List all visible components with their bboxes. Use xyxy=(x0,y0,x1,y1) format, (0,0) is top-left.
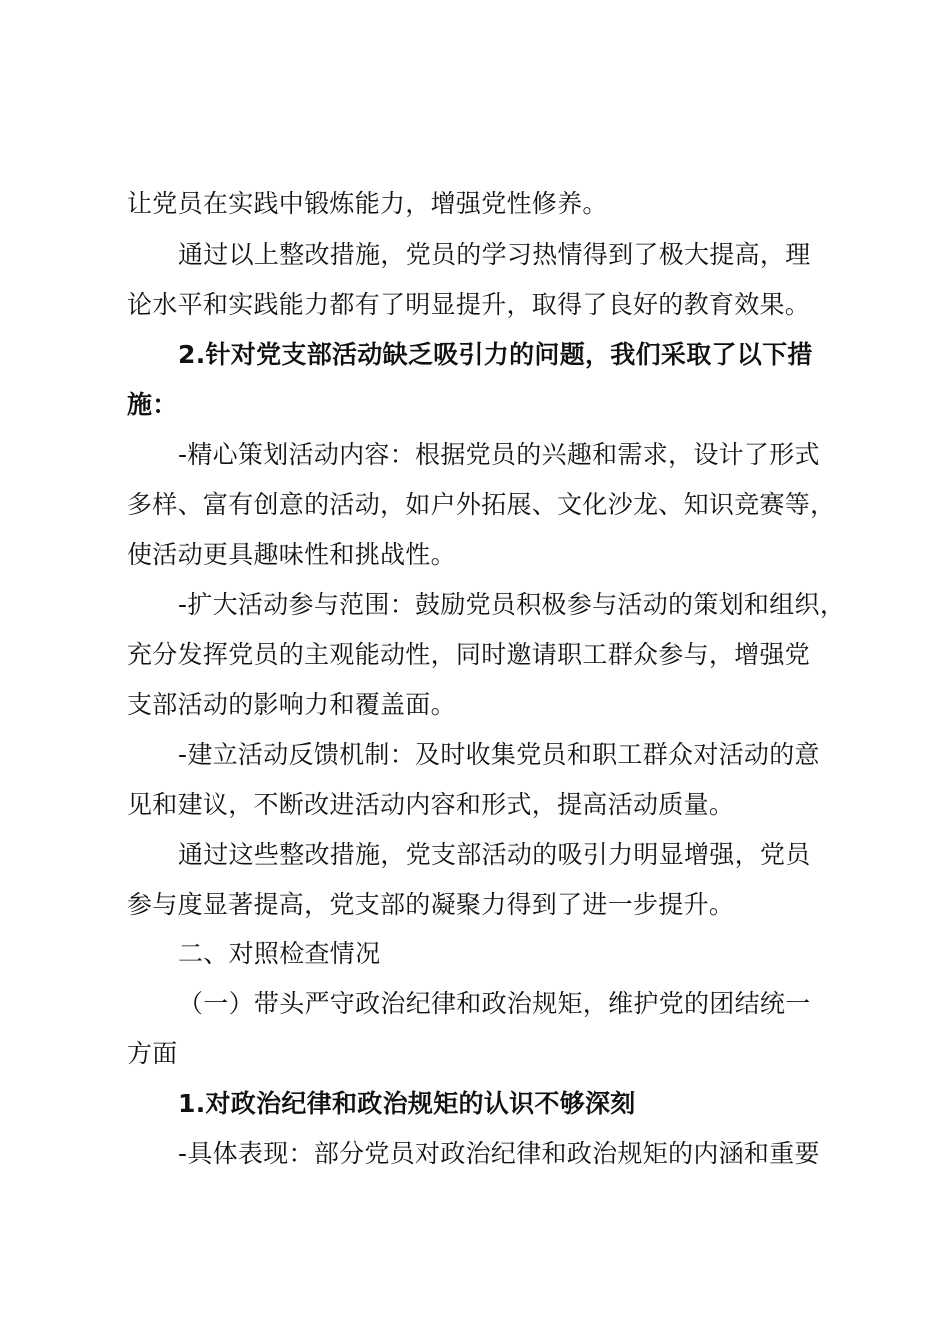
paragraph-line: 多样、富有创意的活动，如户外拓展、文化沙龙、知识竞赛等， xyxy=(127,490,836,519)
section-heading: 2.针对党支部活动缺乏吸引力的问题，我们采取了以下措 xyxy=(178,340,813,369)
paragraph-line: -扩大活动参与范围：鼓励党员积极参与活动的策划和组织， xyxy=(178,590,846,619)
item-heading: 1.对政治纪律和政治规矩的认识不够深刻 xyxy=(178,1089,636,1118)
paragraph-line: 支部活动的影响力和覆盖面。 xyxy=(127,690,456,719)
paragraph-line: -具体表现：部分党员对政治纪律和政治规矩的内涵和重要 xyxy=(178,1139,820,1168)
section-heading: 施： xyxy=(127,390,178,419)
paragraph-line: 使活动更具趣味性和挑战性。 xyxy=(127,540,456,569)
paragraph-line: -建立活动反馈机制：及时收集党员和职工群众对活动的意 xyxy=(178,740,820,769)
paragraph-line: 见和建议，不断改进活动内容和形式，提高活动质量。 xyxy=(127,790,735,819)
paragraph-line: -精心策划活动内容：根据党员的兴趣和需求，设计了形式 xyxy=(178,440,820,469)
paragraph-line: 通过这些整改措施，党支部活动的吸引力明显增强，党员 xyxy=(178,840,811,869)
paragraph-line: 通过以上整改措施，党员的学习热情得到了极大提高，理 xyxy=(178,240,811,269)
paragraph-line: 让党员在实践中锻炼能力，增强党性修养。 xyxy=(127,189,608,218)
paragraph-line: 参与度显著提高，党支部的凝聚力得到了进一步提升。 xyxy=(127,890,735,919)
subsection-heading: （一）带头严守政治纪律和政治规矩，维护党的团结统一 xyxy=(178,989,811,1018)
paragraph-line: 论水平和实践能力都有了明显提升，取得了良好的教育效果。 xyxy=(127,290,811,319)
section-heading: 二、对照检查情况 xyxy=(178,939,381,968)
paragraph-line: 充分发挥党员的主观能动性，同时邀请职工群众参与，增强党 xyxy=(127,640,811,669)
subsection-heading: 方面 xyxy=(127,1039,178,1068)
